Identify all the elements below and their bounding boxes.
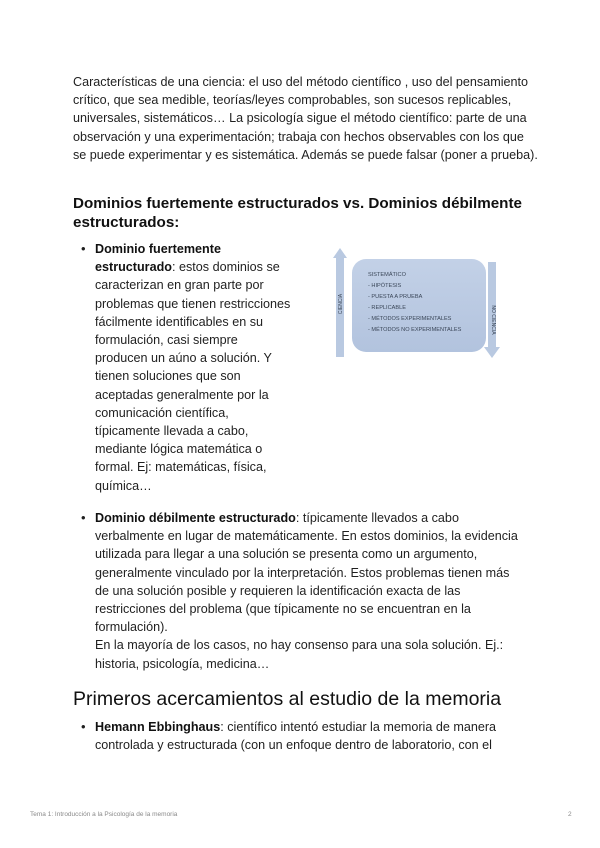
desc-weak-domain: : típicamente llevados a cabo verbalmente en lugar de matemáticamente. En estos dominios, la evidencia utilizada para llegar a una solución se presenta como un argumento, generalmente vinculado por la interpretación. Estos problemas tienen más de una solución posible y requieren la identificación exacta de las restricciones del problema (que típicamente no se encuentran en la formulación).: [95, 511, 518, 635]
term-ebbinghaus: Hemann Ebbinghaus: [95, 720, 221, 734]
science-diagram: [330, 248, 508, 360]
diagram-item: SISTEMÁTICO: [368, 272, 406, 278]
diagram-item: - MÉTODOS NO EXPERIMENTALES: [368, 327, 462, 333]
term-strong-domain: Dominio fuertemente estructurado: [95, 242, 221, 275]
diagram-item: - HIPÓTESIS: [368, 283, 402, 289]
diagram-item: - REPLICABLE: [368, 305, 406, 311]
list-item-ebbinghaus: [95, 718, 515, 754]
desc-ebbinghaus: : científico intentó estudiar la memoria de manera controlada y estructurada (con un enfoque dentro de laboratorio, con el: [95, 720, 497, 753]
desc-weak-domain-consensus: En la mayoría de los casos, no hay consenso para una sola solución. Ej.: historia, psicología, medicina…: [95, 638, 504, 671]
diagram-label-no-ciencia: NO CIENCIA: [490, 305, 496, 335]
section-heading-memory: Primeros acercamientos al estudio de la memoria: [73, 688, 502, 710]
term-weak-domain: Dominio débilmente estructurado: [95, 511, 296, 525]
section-heading-domains: Dominios fuertemente estructurados vs. Dominios débilmente estructurados:: [73, 195, 522, 231]
footer-title: Tema 1: Introducción a la Psicología de la memoria: [30, 811, 178, 818]
list-item-weak-domain: [95, 509, 525, 673]
intro-paragraph: Características de una ciencia: el uso del método científico , uso del pensamiento crítico, que sea medible, teorías/leyes comprobables, son sucesos replicables, universales, sistemáticos… La psicología sigue el método científico: parte de una observación y una experimentación; trabaja con hechos observables con los que se puede experimentar y es sistemática. Además se puede falsar (poner a prueba).: [73, 75, 538, 162]
diagram-item: - MÉTODOS EXPERIMENTALES: [368, 316, 452, 322]
diagram-label-ciencia: CIENCIA: [338, 293, 344, 315]
desc-strong-domain: : estos dominios se caracterizan en gran parte por problemas que tienen restricciones fácilmente identificables en su formulación, casi siempre producen un aúno a solución. Y tienen soluciones que son aceptadas generalmente por la comunicación científica, típicamente llevada a cabo, mediante lógica matemática o formal. Ej: matemáticas, física, química…: [95, 260, 291, 493]
list-item-strong-domain: [95, 240, 292, 495]
diagram-item: - PUESTA A PRUEBA: [368, 294, 423, 300]
page-number: 2: [568, 811, 572, 818]
